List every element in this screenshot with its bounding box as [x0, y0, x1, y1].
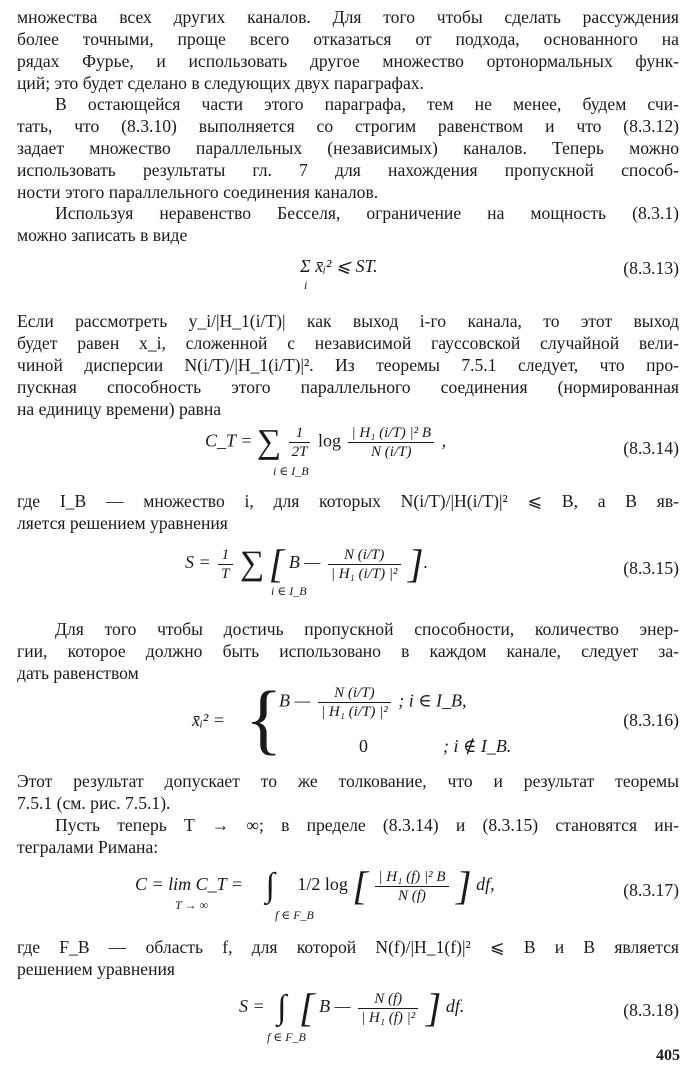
page-number: 405 [656, 1047, 680, 1064]
equation-number: (8.3.15) [623, 558, 679, 578]
equation-number: (8.3.13) [623, 258, 679, 278]
integral-domain: f ∈ F_B [275, 908, 314, 922]
equation-8-3-14 [17, 420, 679, 484]
paragraph-5 [17, 490, 679, 534]
text-line: гии, которое должно быть использовано в каждом канале, следует за- [17, 641, 679, 661]
equation-body: S = ∫ [ B — $\frac{N (f)}{\text{| H₁ (f) |²}}$ ] df. [239, 985, 465, 1030]
equation-8-3-15 [17, 540, 679, 604]
paragraph-2 [17, 93, 679, 203]
text-line: 7.5.1 (см. рис. 7.5.1). [17, 793, 171, 813]
paragraph-3 [17, 202, 679, 246]
case-1: B — $\frac{N (i/T)}{\text{| H₁ (i/T) |²}}$ ; i ∈ I_B, [279, 685, 467, 720]
case-2-condition: ; i ∉ I_B. [443, 736, 512, 756]
fraction: $\frac{N (f)}{\text{| H₁ (f) |²}}$ [358, 990, 418, 1027]
left-brace: { [245, 675, 283, 762]
equation-body: Σ x̄ᵢ² ⩽ ST. [300, 256, 378, 276]
text-line: Пусть теперь T → ∞; в пределе (8.3.14) и (8.3.15) становятся ин- [55, 815, 679, 835]
text-line: где I_B — множество i, для которых N(i/T)/|H(i/T)|² ⩽ B, а B яв- [17, 491, 679, 511]
limit-index: T → ∞ [175, 898, 209, 912]
fraction: $\frac{\text{| H₁ (i/T) |² B}}{N (i/T)}$ [348, 424, 434, 461]
equation-8-3-17 [17, 862, 679, 930]
text-line: дать равенством [17, 663, 139, 683]
text-line: будет равен x_i, сложенной с независимой гауссовской случайной вели- [17, 333, 679, 353]
fraction: $\frac{1}{T}$ [218, 546, 232, 583]
text-line: на единицу времени) равна [17, 399, 222, 419]
text-line: Используя неравенство Бесселя, ограничение на мощность (8.3.1) [55, 203, 679, 223]
equation-number: (8.3.14) [623, 438, 679, 458]
text-line: тать, что (8.3.10) выполняется со строгим равенством и что (8.3.12) [17, 116, 679, 136]
text-line: рядах Фурье, и использовать другое множество ортонормальных функ- [17, 51, 679, 71]
text-line: Этот результат допускает то же толкование, что и результат теоремы [17, 771, 679, 791]
equation-8-3-13 [17, 252, 679, 298]
text-line: более точными, проще всего отказаться от подхода, основанного на [17, 29, 679, 49]
lhs: x̄ᵢ² = [192, 710, 225, 730]
equation-body: C_T = ∑ $\frac{1}{2T}$ log $\frac{\text{| H₁ (i/T) |² B}}{N (i/T)}$ , [205, 423, 447, 461]
sum-index: i ∈ I_B [271, 584, 307, 598]
paragraph-7 [17, 770, 679, 814]
text-line: тегралами Римана: [17, 837, 159, 857]
sum-index: i ∈ I_B [273, 464, 309, 478]
equation-number: (8.3.16) [623, 710, 679, 730]
fraction: $\frac{1}{2T}$ [289, 424, 311, 461]
paragraph-9 [17, 936, 679, 980]
paragraph-6 [17, 618, 679, 684]
fraction: $\frac{N (i/T)}{\text{| H₁ (i/T) |²}}$ [318, 684, 391, 721]
case-2-value: 0 [359, 736, 368, 756]
text-line: можно записать в виде [17, 225, 188, 245]
integral-domain: f ∈ F_B [267, 1030, 306, 1044]
text-line: ций; это будет сделано в следующих двух параграфах. [17, 73, 424, 93]
text-line: задает множество параллельных (независимых) каналов. Теперь можно [17, 138, 679, 158]
paragraph-8 [17, 814, 679, 858]
equation-8-3-18 [17, 986, 679, 1046]
paragraph-1 [17, 6, 679, 94]
paragraph-4 [17, 310, 679, 420]
text-line: где F_B — область f, для которой N(f)/|H_1(f)|² ⩽ B и B является [17, 937, 679, 957]
text-line: использовать результаты гл. 7 для нахождения пропускной способ- [17, 160, 679, 180]
text-line: ности этого параллельного соединения каналов. [17, 182, 379, 202]
lhs: C_T = [205, 430, 253, 451]
text-line: множества всех других каналов. Для того чтобы сделать рассуждения [17, 7, 679, 27]
fraction: $\frac{\text{| H₁ (f) |² B}}{N (f)}$ [375, 868, 448, 905]
text-line: пускная способность этого параллельного соединения (нормированная [17, 377, 679, 397]
integral-sign: ∫ [277, 989, 287, 1026]
text-line: ляется решением уравнения [17, 513, 228, 533]
text-line: Если рассмотреть y_i/|H_1(i/T)| как выход i-го канала, то этот выход [17, 311, 679, 331]
sum-sign: ∑ [256, 423, 282, 461]
fraction: $\frac{N (i/T)}{\text{| H₁ (i/T) |²}}$ [328, 546, 401, 583]
equation-number: (8.3.17) [623, 880, 679, 900]
equation-body: S = $\frac{1}{T}$ ∑ [ B — $\frac{N (i/T)}{\text{| H₁ (i/T) |²}}$ ]. [185, 541, 429, 586]
sum-index: i [304, 278, 308, 292]
integral-sign: ∫ [265, 867, 275, 904]
text-line: чиной дисперсии N(i/T)/|H_1(i/T)|². Из теоремы 7.5.1 следует, что про- [17, 355, 679, 375]
text-line: В остающейся части этого параграфа, тем не менее, будем счи- [55, 94, 679, 114]
equation-8-3-16 [17, 675, 679, 764]
text-line: Для того чтобы достичь пропускной способности, количество энер- [55, 619, 679, 639]
text-line: решением уравнения [17, 959, 175, 979]
sum-sign: ∑ [240, 545, 265, 582]
equation-body: C = lim C_T = ∫ 1/2 log [ $\frac{\text{| H₁ (f) |² B}}{N (f)}$ ] df, [135, 863, 495, 908]
equation-number: (8.3.18) [623, 1000, 679, 1020]
